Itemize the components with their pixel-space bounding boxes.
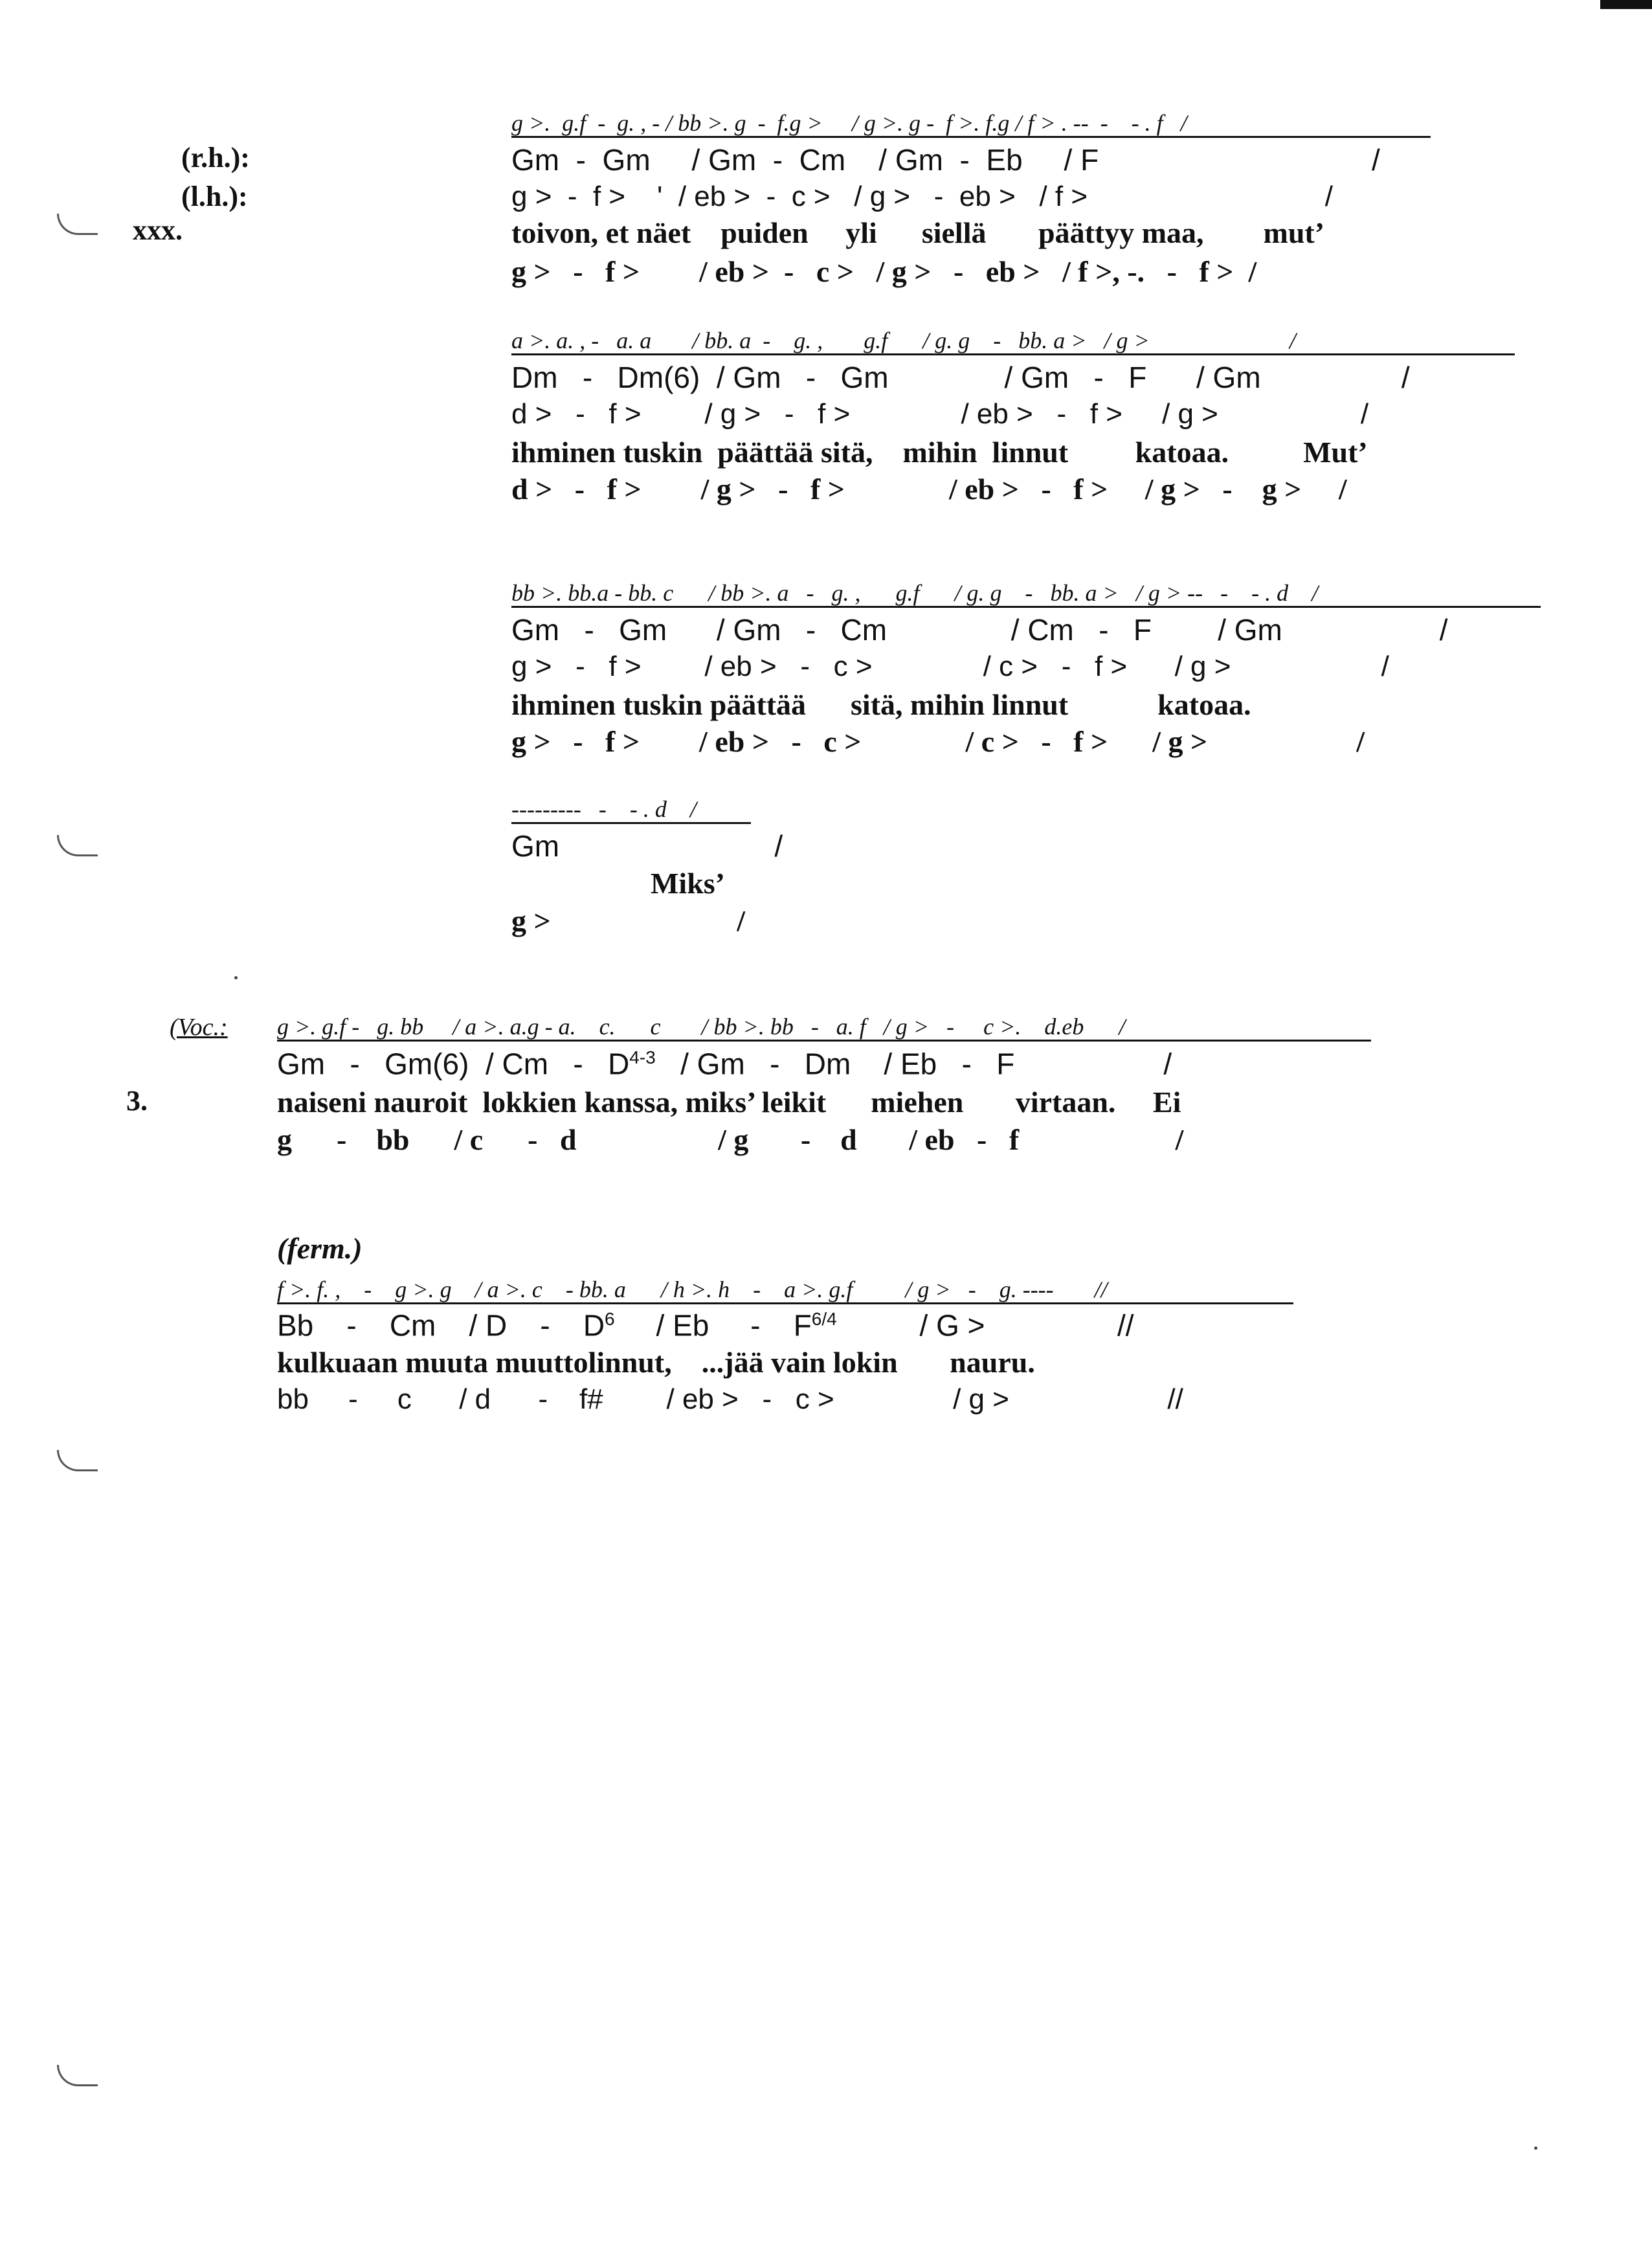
punch-hole-mark <box>57 1450 98 1471</box>
bass-line: bb - c / d - f# / eb > - c > / g > // <box>277 1383 1183 1415</box>
lyric-line: naiseni nauroit lokkien kanssa, miks’ leikit miehen virtaan. Ei <box>277 1086 1181 1119</box>
bass-line: g > - f > ' / eb > - c > / g > - eb > / f > / <box>511 181 1333 212</box>
right-hand-label: (r.h.): <box>181 142 250 173</box>
bass-line-bold: g - bb / c - d / g - d / eb - f / <box>277 1123 1184 1156</box>
lyric-line: kulkuaan muuta muuttolinnut, ...jää vain lokin nauru. <box>277 1346 1035 1379</box>
chord-text: Bb - Cm / D - D <box>277 1308 605 1343</box>
left-hand-label: (l.h.): <box>181 181 248 212</box>
bass-line-bold: d > - f > / g > - f > / eb > - f > / g > - g > / <box>511 473 1347 506</box>
melody-line: f >. f. , - g >. g / a >. c - bb. a / h >. h - a >. g.f / g > - g. ---- // <box>277 1278 1293 1304</box>
chord-text: Gm - Gm(6) / Cm - D <box>277 1047 630 1081</box>
chord-superscript: 6/4 <box>811 1309 837 1329</box>
melody-line: a >. a. , - a. a / bb. a - g. , g.f / g. g - bb. a > / g > / <box>511 329 1515 355</box>
verse-number: 3. <box>126 1085 148 1117</box>
chord-line <box>277 1308 1134 1343</box>
melody-line: bb >. bb.a - bb. c / bb >. a - g. , g.f / g. g - bb. a > / g > -- - - . d / <box>511 581 1541 608</box>
lyric-line: ihminen tuskin päättää sitä, mihin linnut katoaa. <box>511 688 1251 721</box>
chord-line: Dm - Dm(6) / Gm - Gm / Gm - F / Gm / <box>511 361 1410 394</box>
bass-line-bold: g > - f > / eb > - c > / g > - eb > / f >, -. - f > / <box>511 255 1257 288</box>
melody-line: --------- - - . d / <box>511 797 751 824</box>
chord-line: Gm - Gm / Gm - Cm / Cm - F / Gm / <box>511 613 1448 647</box>
melody-line: g >. g.f - g. bb / a >. a.g - a. c. c / bb >. bb - a. f / g > - c >. d.eb / <box>277 1015 1371 1042</box>
chord-line: Gm - Gm / Gm - Cm / Gm - Eb / F / <box>511 143 1380 177</box>
bass-line: d > - f > / g > - f > / eb > - f > / g > / <box>511 398 1369 430</box>
chord-line: Gm / <box>511 829 783 863</box>
scan-speck <box>1534 2146 1537 2150</box>
melody-line: g >. g.f - g. , - / bb >. g - f.g > / g >. g - f >. f.g / f > . -- - - . f / <box>511 111 1431 138</box>
punch-hole-mark <box>57 835 98 856</box>
punch-hole-mark <box>57 2065 98 2086</box>
bass-line-bold: g > / <box>511 904 745 937</box>
vocal-label: (Voc.: <box>170 1014 228 1041</box>
chord-text: / Eb - F <box>614 1308 812 1343</box>
chord-line <box>277 1047 1172 1081</box>
section-mark: xxx. <box>133 214 183 246</box>
lyric-line: ihminen tuskin päättää sitä, mihin linnut katoaa. Mut’ <box>511 436 1368 469</box>
punch-hole-mark <box>57 214 98 235</box>
chord-text-rest: / Gm - Dm / Eb - F / <box>655 1047 1172 1081</box>
lyric-line: toivon, et näet puiden yli siellä päättyy maa, mut’ <box>511 216 1325 249</box>
scan-corner-mark <box>1600 0 1652 9</box>
bass-line-bold: g > - f > / eb > - c > / c > - f > / g > / <box>511 725 1365 758</box>
chord-superscript: 4-3 <box>629 1047 656 1067</box>
fermata-label: (ferm.) <box>277 1232 363 1265</box>
chord-text: / G > // <box>836 1308 1134 1343</box>
chord-superscript: 6 <box>605 1309 615 1329</box>
scan-speck <box>234 976 238 979</box>
lyric-line: Miks’ <box>651 867 725 900</box>
bass-line: g > - f > / eb > - c > / c > - f > / g > / <box>511 651 1389 682</box>
